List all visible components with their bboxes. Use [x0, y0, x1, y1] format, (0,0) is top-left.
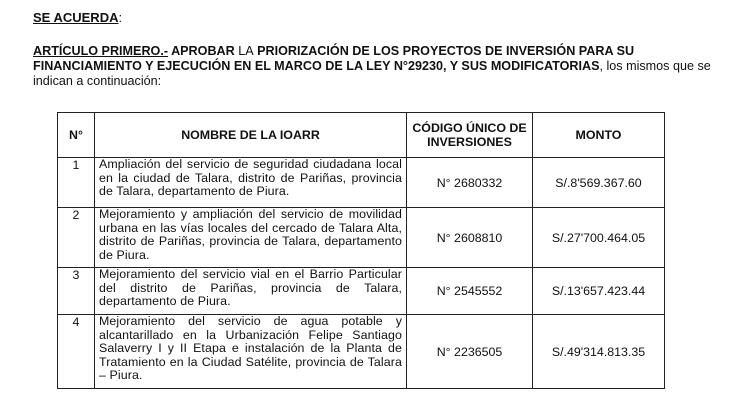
row-name: Ampliación del servicio de seguridad ciudadana local en la ciudad de Talara, distrito de Pariñas, provincia de Talara, departamento de Piura. [95, 158, 407, 208]
section-heading [33, 10, 122, 25]
table-row [58, 315, 665, 389]
row-num: 1 [58, 158, 95, 208]
article-tail: , los mismos que se indican a continuación: [33, 59, 711, 88]
header-name: NOMBRE DE LA IOARR [95, 113, 407, 158]
row-name: Mejoramiento y ampliación del servicio de movilidad urbana en las vías locales del cercado de Talara Alta, distrito de Pariñas, provincia de Talara, departamento de Piura. [95, 208, 407, 268]
table-row [58, 208, 665, 268]
table-header-row [58, 113, 665, 158]
header-code: CÓDIGO ÚNICO DE INVERSIONES [407, 113, 533, 158]
table-row [58, 268, 665, 315]
row-name: Mejoramiento del servicio vial en el Barrio Particular del distrito de Pariñas, provincia de Talara, departamento de Piura. [95, 268, 407, 315]
article-label: ARTÍCULO PRIMERO.- [33, 44, 169, 58]
row-name: Mejoramiento del servicio de agua potable y alcantarillado en la Urbanización Felipe Santiago Salaverry I y II Etapa e instalación de la Planta de Tratamiento en la Ciudad Satélite, provincia de Talara – Piura. [95, 315, 407, 389]
row-amount: S/.27'700.464.05 [533, 208, 665, 268]
row-code: N° 2236505 [407, 315, 533, 389]
row-code: N° 2608810 [407, 208, 533, 268]
article-article: LA [238, 44, 254, 58]
ioarr-table [57, 112, 665, 389]
row-amount: S/.13'657.423.44 [533, 268, 665, 315]
heading-keyword: SE ACUERDA [33, 10, 119, 25]
header-num: N° [58, 113, 95, 158]
header-amount: MONTO [533, 113, 665, 158]
row-amount: S/.49'314.813.35 [533, 315, 665, 389]
article-body-bold: PRIORIZACIÓN DE LOS PROYECTOS DE INVERSIÓN PARA SU FINANCIAMIENTO Y EJECUCIÓN EN EL MARCO DE LA LEY N°29230, Y SUS MODIFICATORIAS [33, 44, 635, 73]
row-num: 4 [58, 315, 95, 389]
row-code: N° 2545552 [407, 268, 533, 315]
article-verb: APROBAR [168, 44, 239, 58]
heading-colon: : [118, 10, 123, 25]
row-num: 2 [58, 208, 95, 268]
article-paragraph [33, 44, 723, 89]
row-num: 3 [58, 268, 95, 315]
row-code: N° 2680332 [407, 158, 533, 208]
row-amount: S/.8'569.367.60 [533, 158, 665, 208]
table-row [58, 158, 665, 208]
